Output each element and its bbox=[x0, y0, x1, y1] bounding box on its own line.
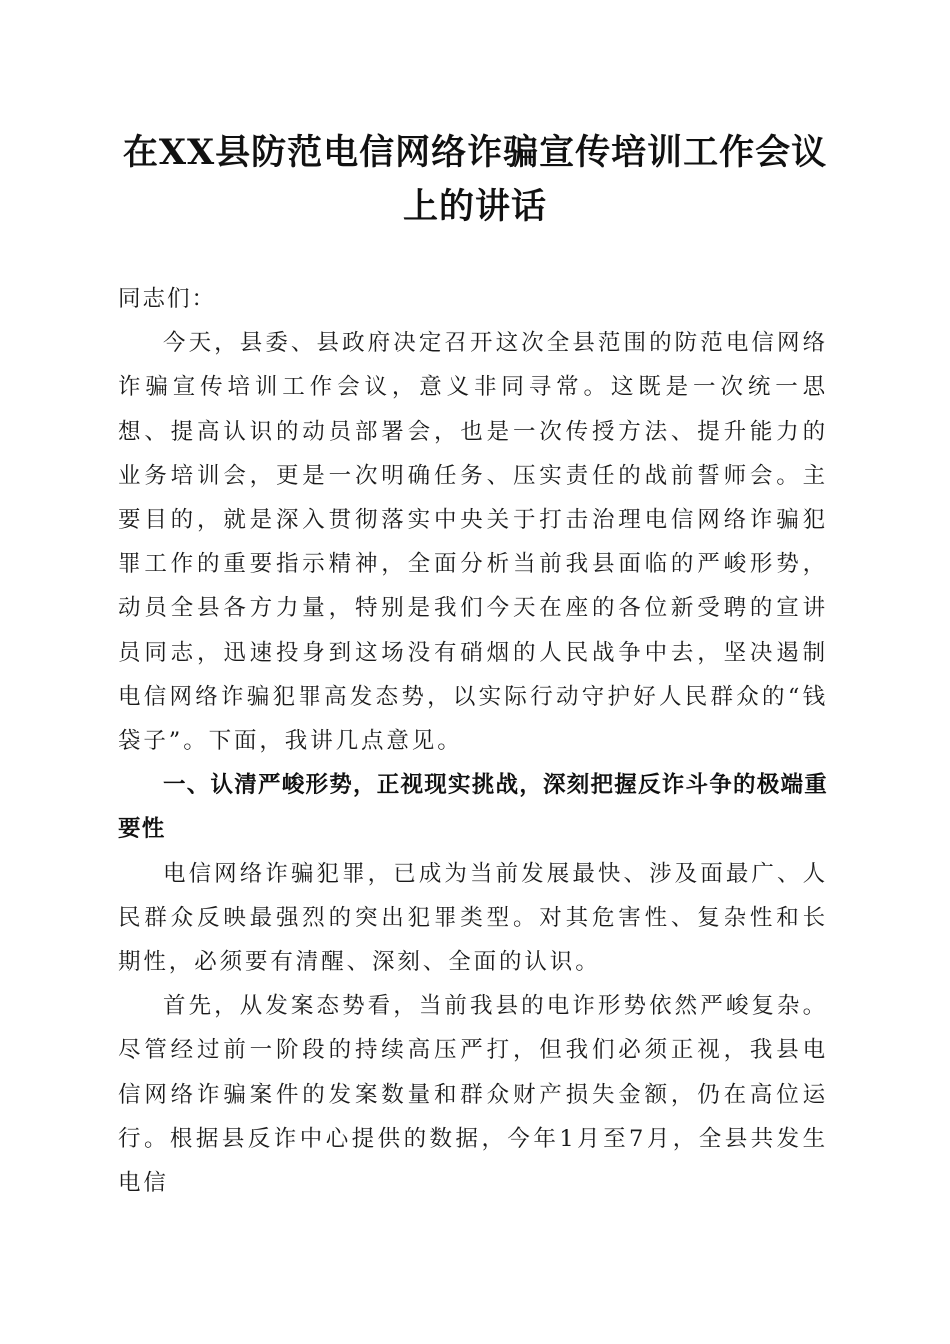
document-body bbox=[118, 277, 828, 1205]
section-paragraph-1: 电信网络诈骗犯罪，已成为当前发展最快、涉及面最广、人民群众反映最强烈的突出犯罪类型。对其危害性、复杂性和长期性，必须要有清醒、深刻、全面的认识。 bbox=[118, 860, 828, 976]
page-title bbox=[100, 126, 850, 234]
section-heading: 一、认清严峻形势，正视现实挑战，深刻把握反诈斗争的极端重要性 bbox=[118, 772, 828, 843]
salutation: 同志们： bbox=[118, 286, 217, 312]
intro-paragraph: 今天，县委、县政府决定召开这次全县范围的防范电信网络诈骗宣传培训工作会议，意义非同寻常。这既是一次统一思想、提高认识的动员部署会，也是一次传授方法、提升能力的业务培训会，更是一次明确任务、压实责任的战前誓师会。主要目的，就是深入贯彻落实中央关于打击治理电信网络诈骗犯罪工作的重要指示精神，全面分析当前我县面临的严峻形势，动员全县各方力量，特别是我们今天在座的各位新受聘的宣讲员同志，迅速投身到这场没有硝烟的人民战争中去，坚决遏制电信网络诈骗犯罪高发态势，以实际行动守护好人民群众的“钱袋子”。下面，我讲几点意见。 bbox=[118, 330, 828, 755]
title-line-1: 在XX县防范电信网络诈骗宣传培训工作会议 bbox=[122, 132, 828, 173]
title-line-2: 上的讲话 bbox=[402, 186, 547, 227]
section-paragraph-2: 首先，从发案态势看，当前我县的电诈形势依然严峻复杂。尽管经过前一阶段的持续高压严打，但我们必须正视，我县电信网络诈骗案件的发案数量和群众财产损失金额，仍在高位运行。根据县反诈中心提供的数据，今年1月至7月，全县共发生电信 bbox=[118, 993, 828, 1197]
